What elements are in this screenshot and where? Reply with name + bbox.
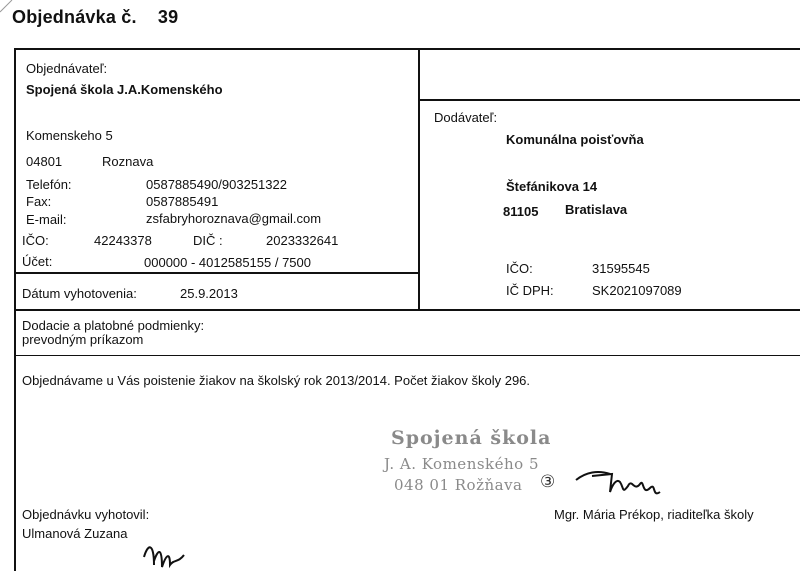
orderer-name: Spojená škola J.A.Komenského [26, 82, 223, 97]
supplier-ico-value: 31595545 [592, 261, 650, 276]
director-name: Mgr. Mária Prékop, riaditeľka školy [554, 507, 754, 522]
supplier-ico-label: IČO: [506, 261, 533, 276]
orderer-bottom-border [14, 272, 420, 274]
supplier-label: Dodávateľ: [434, 110, 498, 125]
date-label: Dátum vyhotovenia: [22, 286, 137, 301]
stamp-line-2: J. A. Komenského 5 [384, 455, 540, 473]
info-bottom-border [14, 309, 800, 311]
supplier-icdph-value: SK2021097089 [592, 283, 682, 298]
preparer-signature [140, 537, 190, 571]
account-label: Účet: [22, 254, 53, 269]
prepared-by-name: Ulmanová Zuzana [22, 526, 128, 541]
orderer-street: Komenskeho 5 [26, 128, 113, 143]
supplier-city: Bratislava [565, 202, 628, 217]
orderer-city: Roznava [102, 154, 154, 169]
document-title [12, 7, 178, 28]
director-signature [572, 458, 672, 500]
date-value: 25.9.2013 [180, 286, 238, 301]
email-label: E-mail: [26, 212, 67, 227]
stamp-mark: ③ [540, 472, 556, 492]
orderer-dic-label: DIČ : [193, 233, 223, 248]
phone-value: 0587885490/903251322 [146, 177, 287, 192]
supplier-icdph-label: IČ DPH: [506, 283, 554, 298]
terms-label: Dodacie a platobné podmienky: [22, 318, 205, 333]
supplier-zip: 81105 [503, 204, 539, 219]
account-value: 000000 - 4012585155 / 7500 [144, 255, 311, 270]
order-number: 39 [157, 7, 179, 27]
stamp-line-3: 048 01 Rožňava [394, 476, 523, 494]
stamp-line-1: Spojená škola [391, 427, 552, 449]
orderer-dic-value: 2023332641 [266, 233, 339, 248]
title-label: Objednávka č. [12, 7, 137, 27]
orderer-right-border [418, 48, 420, 310]
supplier-top-border [418, 99, 800, 101]
order-body-text: Objednávame u Vás poistenie žiakov na školský rok 2013/2014. Počet žiakov školy 296. [22, 373, 531, 388]
terms-value: prevodným príkazom [22, 332, 144, 347]
prepared-by-label: Objednávku vyhotovil: [22, 507, 150, 522]
terms-bottom-border [14, 355, 800, 356]
frame-top [14, 48, 800, 50]
phone-label: Telefón: [26, 177, 72, 192]
orderer-label: Objednávateľ: [26, 61, 108, 76]
corner-fold-mark [0, 0, 14, 14]
supplier-street: Štefánikova 14 [506, 179, 598, 194]
orderer-ico-label: IČO: [22, 233, 49, 248]
email-value: zsfabryhoroznava@gmail.com [146, 211, 322, 226]
orderer-zip: 04801 [26, 154, 63, 169]
supplier-name: Komunálna poisťovňa [506, 132, 644, 147]
orderer-ico-value: 42243378 [94, 233, 152, 248]
fax-label: Fax: [26, 194, 52, 209]
fax-value: 0587885491 [146, 194, 219, 209]
